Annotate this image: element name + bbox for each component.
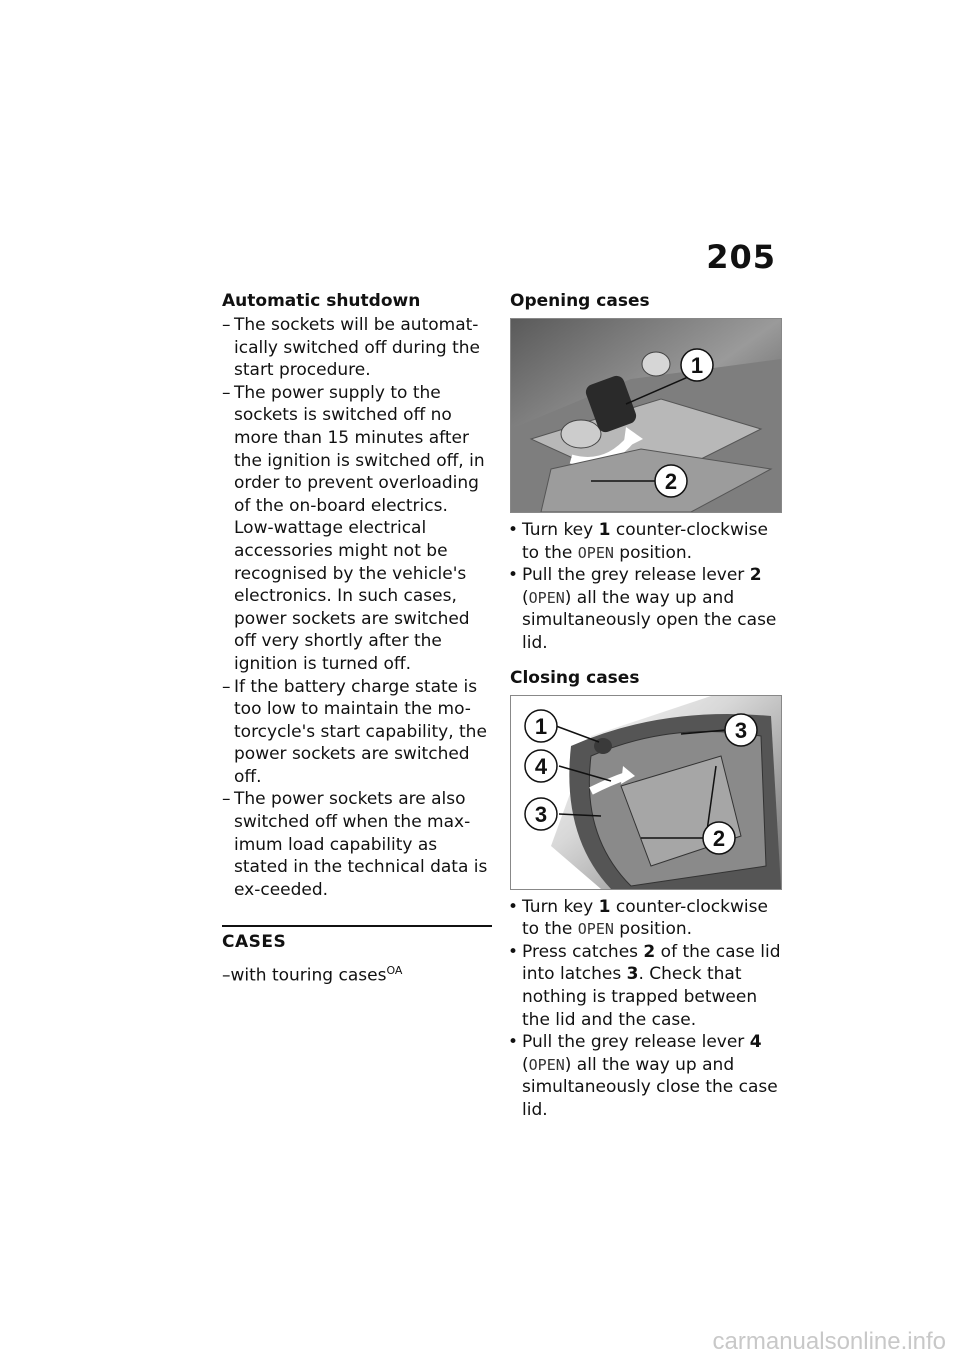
list-item: – If the battery charge state is too low to maintain the mo-torcycle's start capability, the power sockets are switched off. bbox=[222, 676, 487, 787]
section-divider bbox=[222, 925, 492, 927]
list-item: • Pull the grey release lever 4 (OPEN) all the way up and simultaneously close the case lid. bbox=[508, 1032, 778, 1120]
variant-note: –with touring cases$^{OA}$ bbox=[222, 964, 403, 987]
svg-text:1: 1 bbox=[690, 353, 704, 378]
svg-text:2: 2 bbox=[664, 469, 678, 494]
watermark: carmanualsonline.info bbox=[712, 1328, 946, 1355]
svg-text:1: 1 bbox=[534, 713, 548, 739]
closing-steps bbox=[510, 896, 782, 1122]
left-column bbox=[222, 290, 492, 988]
opening-cases-figure bbox=[510, 318, 782, 513]
list-item: • Turn key 1 counter-clockwise to the OPEN position. bbox=[508, 520, 768, 563]
list-item: • Turn key 1 counter-clockwise to the OPEN position. bbox=[508, 896, 768, 940]
callout-2 bbox=[703, 822, 735, 854]
list-item: – The sockets will be automat-ically switched off during the start procedure. bbox=[222, 315, 480, 381]
right-column bbox=[510, 290, 782, 1122]
list-item: – The power supply to the sockets is switched off no more than 15 minutes after the ignition is switched off, in order to prevent overloading of the on-board electrics. Low-wattage electrical accessories might not be recognised by the vehicle's electronics. In such cases, power sockets are switched off very shortly after the ignition is turned off. bbox=[222, 382, 485, 674]
callout-2 bbox=[655, 465, 687, 497]
closing-cases-figure bbox=[510, 695, 782, 890]
svg-text:2: 2 bbox=[712, 825, 726, 851]
callout-3-top bbox=[725, 714, 757, 746]
callout-1 bbox=[525, 710, 557, 742]
cases-section-title: CASES bbox=[222, 932, 287, 953]
svg-text:3: 3 bbox=[534, 801, 548, 827]
list-item: • Press catches 2 of the case lid into latches 3. Check that nothing is trapped between the lid and the case. bbox=[508, 941, 781, 1030]
svg-text:3: 3 bbox=[734, 717, 748, 743]
callout-1 bbox=[681, 349, 713, 381]
list-item: – The power sockets are also switched off when the max-imum load capability as stated in the technical data is ex-ceeded. bbox=[222, 789, 488, 900]
callout-3-left bbox=[525, 798, 557, 830]
auto-shutdown-list bbox=[222, 314, 492, 901]
callout-4 bbox=[525, 750, 557, 782]
svg-text:4: 4 bbox=[534, 753, 548, 779]
opening-cases-illustration bbox=[511, 319, 781, 512]
list-item: • Pull the grey release lever 2 (OPEN) all the way up and simultaneously open the case lid. bbox=[508, 565, 777, 653]
opening-steps bbox=[510, 519, 782, 655]
page-number: 205 bbox=[706, 238, 776, 276]
auto-shutdown-heading: Automatic shutdown bbox=[222, 291, 421, 311]
closing-cases-illustration bbox=[511, 696, 781, 889]
opening-cases-heading: Opening cases bbox=[510, 291, 650, 311]
option-accessory-marker: OA bbox=[386, 964, 403, 978]
closing-cases-heading: Closing cases bbox=[510, 667, 640, 688]
